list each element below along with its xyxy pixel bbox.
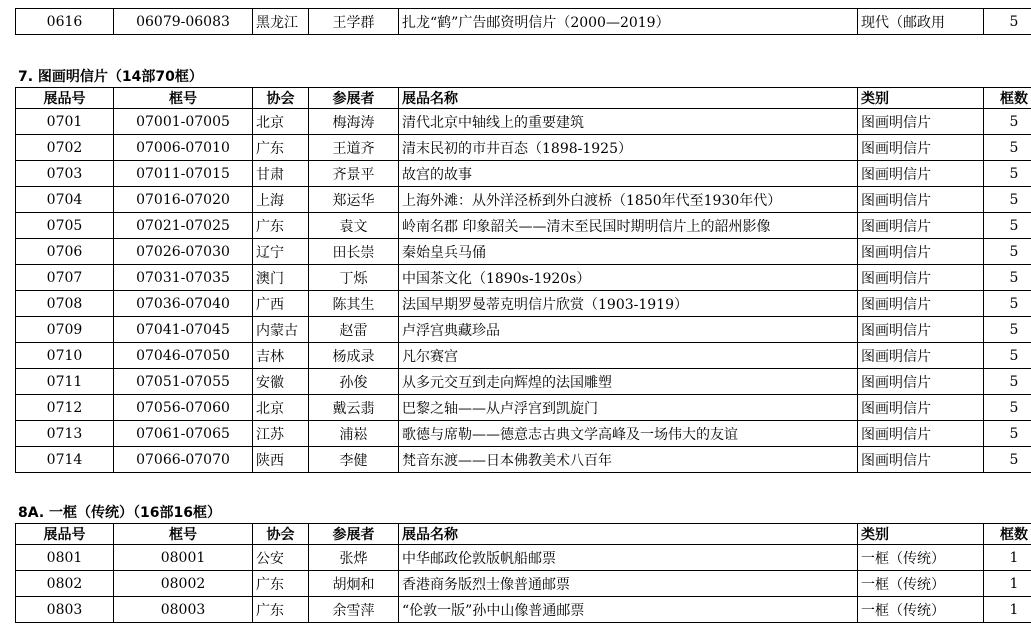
exhibit-number: 0803 [16,597,114,623]
category: 图画明信片 [858,317,984,343]
table-row [16,187,1031,213]
header-frame-number: 框号 [114,524,253,545]
exhibit-number: 0707 [16,265,114,291]
association: 甘肃 [253,161,309,187]
exhibit-number: 0713 [16,421,114,447]
table-row [16,161,1031,187]
header-category: 类别 [858,524,984,545]
frame-number: 07036-07040 [114,291,253,317]
frame-count: 5 [984,343,1031,369]
exhibit-title: 清末民初的市井百态（1898-1925） [399,135,858,161]
table-row [16,317,1031,343]
header-association: 协会 [253,88,309,109]
exhibitor: 戴云翡 [309,395,399,421]
category: 图画明信片 [858,213,984,239]
exhibit-title: 从多元交互到走向辉煌的法国雕塑 [399,369,858,395]
frame-count: 5 [984,239,1031,265]
association: 北京 [253,395,309,421]
exhibit-number: 0801 [16,545,114,571]
frame-number: 08001 [114,545,253,571]
table-row [16,239,1031,265]
category: 图画明信片 [858,135,984,161]
header-frame-count: 框数 [984,88,1031,109]
exhibit-number: 0714 [16,447,114,473]
exhibit-title: 清代北京中轴线上的重要建筑 [399,109,858,135]
frame-number: 08003 [114,597,253,623]
table-row [16,597,1031,623]
frame-count: 5 [984,395,1031,421]
exhibit-title: 中华邮政伦敦版帆船邮票 [399,545,858,571]
category: 图画明信片 [858,395,984,421]
frame-count: 5 [984,135,1031,161]
exhibit-title: 上海外滩：从外洋泾桥到外白渡桥（1850年代至1930年代） [399,187,858,213]
category: 图画明信片 [858,239,984,265]
association: 广东 [253,213,309,239]
exhibit-number: 0706 [16,239,114,265]
association: 江苏 [253,421,309,447]
exhibit-title: 法国早期罗曼蒂克明信片欣赏（1903-1919） [399,291,858,317]
frame-number: 06079-06083 [114,9,253,35]
frame-count: 1 [984,597,1031,623]
exhibitor: 陈其生 [309,291,399,317]
exhibit-number: 0711 [16,369,114,395]
header-exhibitor: 参展者 [309,88,399,109]
category: 图画明信片 [858,447,984,473]
frame-number: 07056-07060 [114,395,253,421]
association: 吉林 [253,343,309,369]
table-row [16,9,1031,35]
frame-count: 5 [984,421,1031,447]
table-row [16,109,1031,135]
association: 北京 [253,109,309,135]
exhibit-number: 0704 [16,187,114,213]
header-exhibit-number: 展品号 [16,524,114,545]
section-title-8a: 8A. 一框（传统）（16部16框） [18,505,221,521]
exhibit-number: 0712 [16,395,114,421]
association: 广东 [253,597,309,623]
table-row [16,545,1031,571]
exhibitor: 胡炯和 [309,571,399,597]
association: 上海 [253,187,309,213]
frame-number: 07061-07065 [114,421,253,447]
exhibit-number: 0705 [16,213,114,239]
exhibit-title: 巴黎之轴——从卢浮宫到凯旋门 [399,395,858,421]
category: 图画明信片 [858,421,984,447]
table-row [16,291,1031,317]
exhibitor: 孙俊 [309,369,399,395]
category: 一框（传统） [858,597,984,623]
association: 安徽 [253,369,309,395]
exhibitor: 李健 [309,447,399,473]
exhibit-title: 梵音东渡——日本佛教美术八百年 [399,447,858,473]
category: 图画明信片 [858,265,984,291]
table-row [16,421,1031,447]
header-exhibit-title: 展品名称 [399,88,858,109]
table-row [16,369,1031,395]
exhibit-title: “伦敦一版”孙中山像普通邮票 [399,597,858,623]
exhibit-title: 秦始皇兵马俑 [399,239,858,265]
frame-count: 1 [984,571,1031,597]
exhibit-title: 岭南名郡 印象韶关——清末至民国时期明信片上的韶州影像 [399,213,858,239]
frame-count: 5 [984,265,1031,291]
exhibitor: 余雪萍 [309,597,399,623]
previous-section-table [15,8,1031,35]
exhibit-title: 香港商务版烈士像普通邮票 [399,571,858,597]
category: 图画明信片 [858,343,984,369]
exhibitor: 张烨 [309,545,399,571]
exhibit-title: 凡尔赛宫 [399,343,858,369]
frame-count: 5 [984,187,1031,213]
exhibit-title: 中国茶文化（1890s-1920s） [399,265,858,291]
frame-number: 07026-07030 [114,239,253,265]
frame-number: 07031-07035 [114,265,253,291]
frame-number: 07016-07020 [114,187,253,213]
exhibitor: 梅海涛 [309,109,399,135]
category: 图画明信片 [858,291,984,317]
header-category: 类别 [858,88,984,109]
table-row [16,213,1031,239]
frame-count: 5 [984,447,1031,473]
table-header-row [16,524,1031,545]
header-frame-number: 框号 [114,88,253,109]
exhibitor: 浦崧 [309,421,399,447]
header-exhibit-number: 展品号 [16,88,114,109]
table-row [16,447,1031,473]
exhibitor: 齐景平 [309,161,399,187]
association: 广东 [253,135,309,161]
exhibit-number: 0702 [16,135,114,161]
frame-number: 07021-07025 [114,213,253,239]
association: 辽宁 [253,239,309,265]
exhibit-title: 歌德与席勒——德意志古典文学高峰及一场伟大的友谊 [399,421,858,447]
category: 一框（传统） [858,545,984,571]
frame-count: 1 [984,545,1031,571]
category: 图画明信片 [858,161,984,187]
category: 图画明信片 [858,187,984,213]
association: 陕西 [253,447,309,473]
frame-count: 5 [984,369,1031,395]
exhibit-number: 0703 [16,161,114,187]
header-frame-count: 框数 [984,524,1031,545]
section-7-table [15,87,1031,473]
section-8a-table [15,523,1031,623]
frame-number: 07051-07055 [114,369,253,395]
exhibit-number: 0708 [16,291,114,317]
table-row [16,343,1031,369]
category: 一框（传统） [858,571,984,597]
category: 图画明信片 [858,369,984,395]
header-exhibitor: 参展者 [309,524,399,545]
frame-number: 07011-07015 [114,161,253,187]
header-association: 协会 [253,524,309,545]
category: 图画明信片 [858,109,984,135]
frame-number: 07046-07050 [114,343,253,369]
frame-count: 5 [984,213,1031,239]
table-row [16,135,1031,161]
exhibit-title: 扎龙“鹤”广告邮资明信片（2000—2019） [399,9,858,35]
frame-number: 08002 [114,571,253,597]
association: 广西 [253,291,309,317]
association: 公安 [253,545,309,571]
exhibitor: 丁烁 [309,265,399,291]
table-row [16,571,1031,597]
frame-count: 5 [984,161,1031,187]
frame-count: 5 [984,291,1031,317]
exhibit-title: 卢浮宫典藏珍品 [399,317,858,343]
exhibitor: 赵雷 [309,317,399,343]
exhibit-number: 0709 [16,317,114,343]
association: 内蒙古 [253,317,309,343]
exhibit-title: 故宫的故事 [399,161,858,187]
section-title-7: 7. 图画明信片（14部70框） [18,69,203,85]
exhibit-number: 0710 [16,343,114,369]
frame-number: 07006-07010 [114,135,253,161]
association: 澳门 [253,265,309,291]
table-row [16,395,1031,421]
table-row [16,265,1031,291]
frame-count: 5 [984,317,1031,343]
frame-number: 07001-07005 [114,109,253,135]
exhibitor: 王道齐 [309,135,399,161]
frame-count: 5 [984,109,1031,135]
frame-count: 5 [984,9,1031,35]
exhibitor: 杨成录 [309,343,399,369]
exhibitor: 王学群 [309,9,399,35]
association: 黑龙江 [253,9,309,35]
exhibitor: 田长崇 [309,239,399,265]
exhibitor: 郑运华 [309,187,399,213]
frame-number: 07041-07045 [114,317,253,343]
association: 广东 [253,571,309,597]
header-exhibit-title: 展品名称 [399,524,858,545]
exhibit-number: 0616 [16,9,114,35]
exhibit-number: 0802 [16,571,114,597]
category: 现代（邮政用 [858,9,984,35]
exhibitor: 袁文 [309,213,399,239]
frame-number: 07066-07070 [114,447,253,473]
exhibit-number: 0701 [16,109,114,135]
table-header-row [16,88,1031,109]
